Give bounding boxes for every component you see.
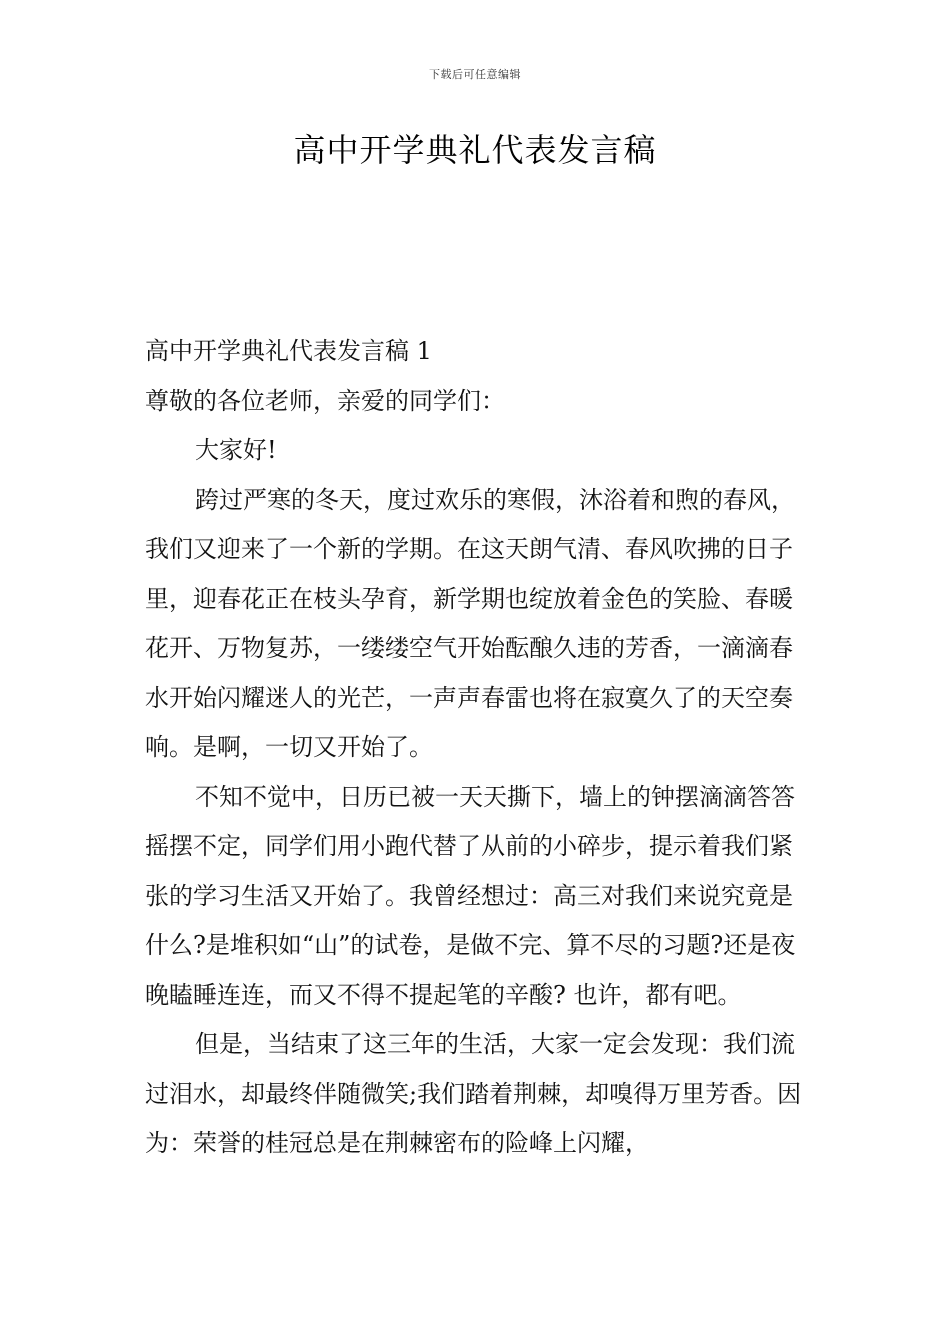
greeting: 大家好! <box>195 436 277 464</box>
section-heading: 高中开学典礼代表发言稿 1 <box>145 337 432 365</box>
paragraph-3: 但是，当结束了这三年的生活，大家一定会发现：我们流过泪水，却最终伴随微笑;我们踏着荆棘，却嗅得万里芳香。因为：荣誉的桂冠总是在荆棘密布的险峰上闪耀， <box>145 1030 802 1157</box>
paragraph-2: 不知不觉中，日历已被一天天撕下，墙上的钟摆滴滴答答摇摆不定，同学们用小跑代替了从前的小碎步，提示着我们紧张的学习生活又开始了。我曾经想过：高三对我们来说究竟是什么?是堆积如“山”的试卷，是做不完、算不尽的习题?还是夜晚瞌睡连连，而又不得不提起笔的辛酸? 也许，都有吧。 <box>145 782 796 1009</box>
salutation: 尊敬的各位老师，亲爱的同学们： <box>145 386 505 415</box>
paragraph-1: 跨过严寒的冬天，度过欢乐的寒假，沐浴着和煦的春风，我们又迎来了一个新的学期。在这天朗气清、春风吹拂的日子里，迎春花正在枝头孕育，新学期也绽放着金色的笑脸、春暖花开、万物复苏，一缕缕空气开始酝酿久违的芳香，一滴滴春水开始闪耀迷人的光芒，一声声春雷也将在寂寞久了的天空奏响。是啊，一切又开始了。 <box>145 485 795 761</box>
document-body <box>145 327 811 1169</box>
document-title: 高中开学典礼代表发言稿 <box>293 131 657 169</box>
header-note: 下载后可任意编辑 <box>429 68 521 81</box>
